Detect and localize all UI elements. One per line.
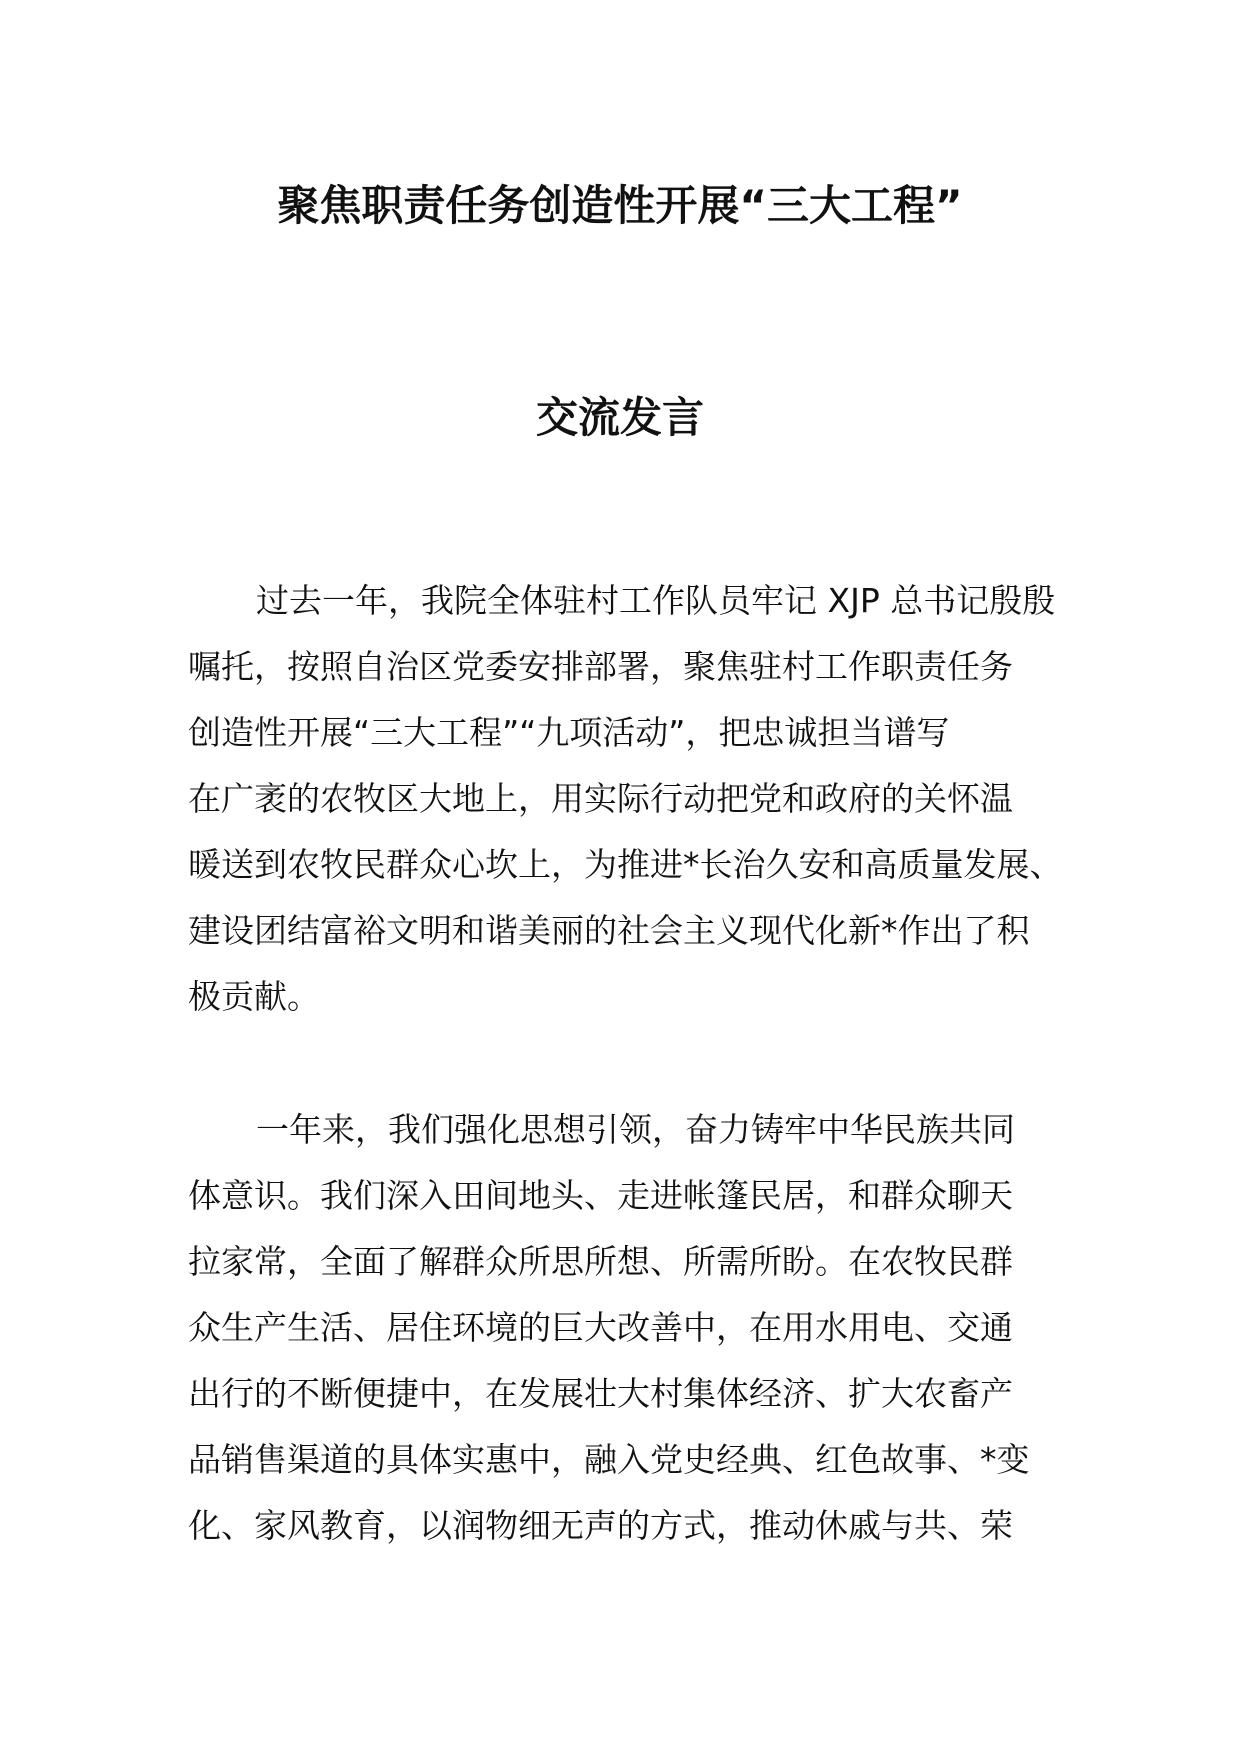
paragraph-line: 建设团结富裕文明和谐美丽的社会主义现代化新*作出了积: [188, 911, 1030, 950]
paragraph-line: 出行的不断便捷中，在发展壮大村集体经济、扩大农畜产: [188, 1374, 1013, 1413]
paragraph-line: 一年来，我们强化思想引领，奋力铸牢中华民族共同: [256, 1110, 1015, 1149]
paragraph-2: [188, 1097, 1068, 1559]
paragraph-line: 体意识。我们深入田间地头、走进帐篷民居，和群众聊天: [188, 1176, 1013, 1215]
paragraph-line: 拉家常，全面了解群众所思所想、所需所盼。在农牧民群: [188, 1242, 1013, 1281]
paragraph-1: [188, 568, 1068, 1030]
document-title: 聚焦职责任务创造性开展“三大工程”: [277, 181, 963, 230]
paragraph-line: 品销售渠道的具体实惠中，融入党史经典、红色故事、*变: [188, 1440, 1030, 1479]
paragraph-line: 极贡献。: [188, 977, 320, 1016]
paragraph-line: 在广袤的农牧区大地上，用实际行动把党和政府的关怀温: [188, 779, 1013, 818]
paragraph-line: 暖送到农牧民群众心坎上，为推进*长治久安和高质量发展、: [188, 845, 1063, 884]
paragraph-line: 过去一年，我院全体驻村工作队员牢记 XJP 总书记殷殷: [256, 581, 1056, 620]
paragraph-line: 化、家风教育，以润物细无声的方式，推动休戚与共、荣: [188, 1506, 1013, 1545]
paragraph-line: 众生产生活、居住环境的巨大改善中，在用水用电、交通: [188, 1308, 1013, 1347]
paragraph-line: 嘱托，按照自治区党委安排部署，聚焦驻村工作职责任务: [188, 647, 1013, 686]
paragraph-line: 创造性开展“三大工程”“九项活动”，把忠诚担当谱写: [188, 713, 950, 752]
document-subtitle: 交流发言: [535, 393, 704, 442]
